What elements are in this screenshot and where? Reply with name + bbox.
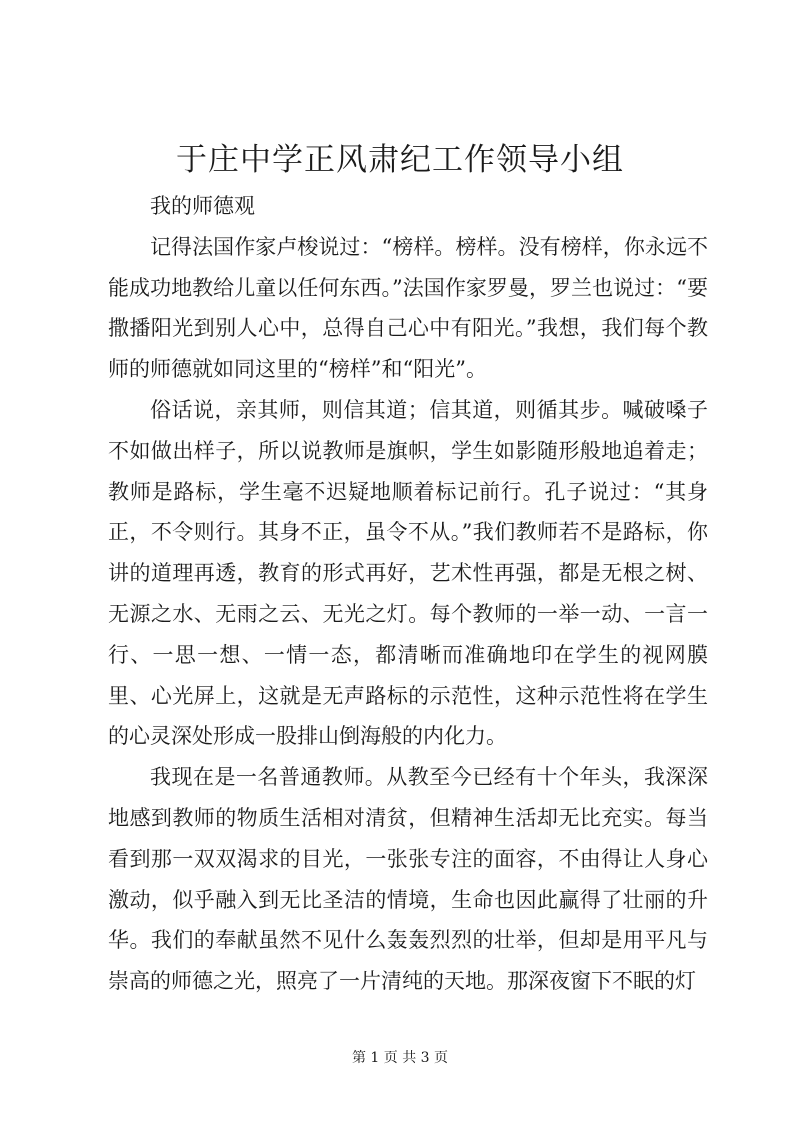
page-footer: 第 1 页 共 3 页 [351,1050,449,1066]
paragraph: 俗话说，亲其师，则信其道；信其道，则循其步。喊破嗓子不如做出样子，所以说教师是旗帜，学生如影随形般地追着走；教师是路标，学生毫不迟疑地顺着标记前行。孔子说过：“其身正，不令则行。其身不正，虽令不从。”我们教师若不是路标，你讲的道理再透，教育的形式再好，艺术性再强，都是无根之树、无源之水、无雨之云、无光之灯。每个教师的一举一动、一言一行、一思一想、一情一态，都清晰而准确地印在学生的视网膜里、心光屏上，这就是无声路标的示范性，这种示范性将在学生的心灵深处形成一股排山倒海般的内化力。 [108,397,708,749]
document-title: 于庄中学正风肃纪工作领导小组 [176,142,624,178]
paragraph: 我现在是一名普通教师。从教至今已经有十个年头，我深深地感到教师的物质生活相对清贫，但精神生活却无比充实。每当看到那一双双渴求的目光，一张张专注的面容，不由得让人身心激动，似乎融入到无比圣洁的情境，生命也因此赢得了壮丽的升华。我们的奉献虽然不见什么轰轰烈烈的壮举，但却是用平凡与崇高的师德之光，照亮了一片清纯的天地。那深夜窗下不眠的灯 [108,765,708,994]
document-body [108,186,708,1002]
paragraph: 记得法国作家卢梭说过：“榜样。榜样。没有榜样，你永远不能成功地教给儿童以任何东西。”法国作家罗曼，罗兰也说过：“要撒播阳光到别人心中，总得自己心中有阳光。”我想，我们每个教师的师德就如同这里的“榜样”和“阳光”。 [108,234,708,382]
paragraph-heading: 我的师德观 [150,194,255,218]
